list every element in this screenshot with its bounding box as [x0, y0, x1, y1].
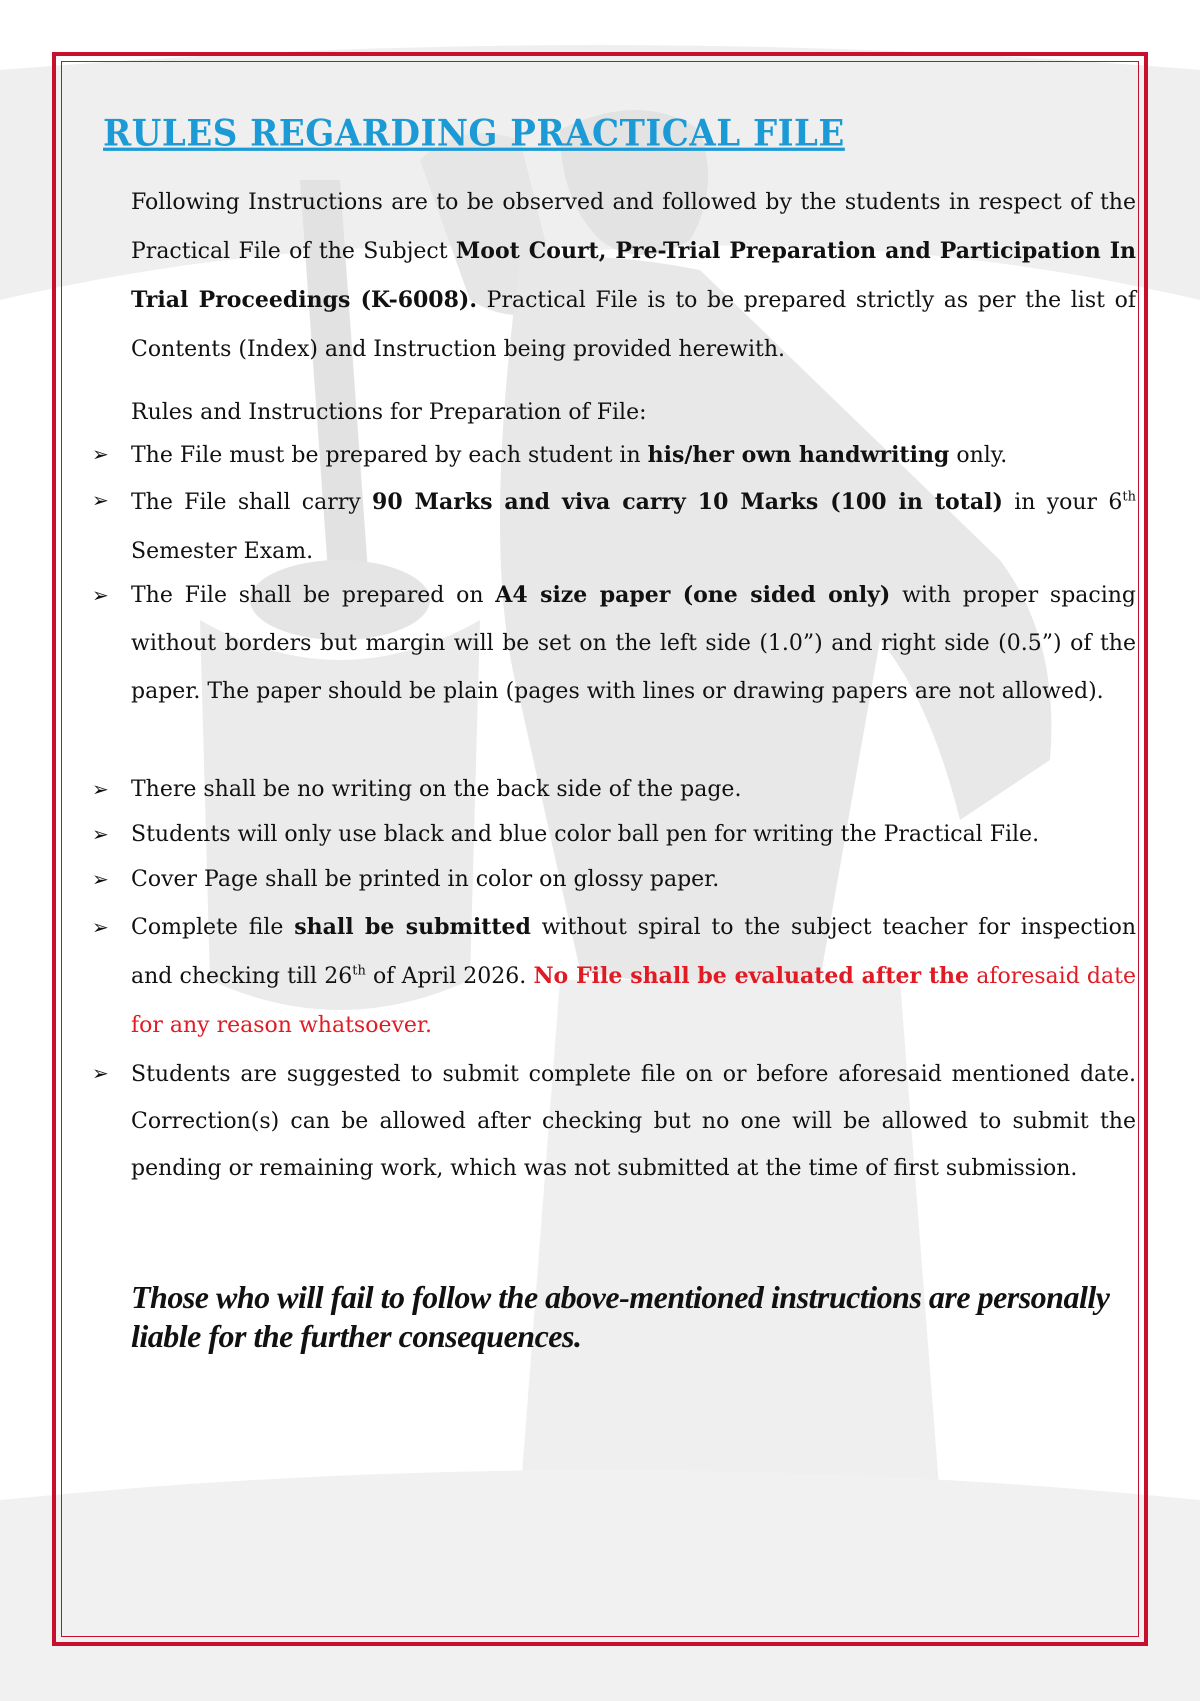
rules-heading: Rules and Instructions for Preparation of File: — [131, 400, 647, 425]
closing-warning: Those who will fail to follow the above-mentioned instructions are personally liable for the further consequences. — [131, 1279, 1110, 1354]
rule-item: ➢ The File shall carry 90 Marks and viva carry 10 Marks (100 in total) in your 6th Semester Exam. — [92, 488, 1136, 564]
rule-item: ➢ The File shall be prepared on A4 size paper (one sided only) with proper spacing without borders but margin will be set on the left side (1.0”) and right side (0.5”) of the paper. The paper should be plain (pages with lines or drawing papers are not allowed). — [92, 582, 1137, 704]
arrow-bullet-icon: ➢ — [92, 488, 109, 512]
arrow-bullet-icon: ➢ — [92, 777, 109, 801]
subject-name: Moot Court, Pre-Trial Preparation and Participation In Trial Proceedings (K-6008). — [131, 238, 1136, 313]
rule-item: ➢ Students will only use black and blue color ball pen for writing the Practical File. — [92, 822, 1040, 847]
intro-paragraph: Following Instructions are to be observed and followed by the students in respect of the Practical File of the Subject Moot Court, Pre-Trial Preparation and Participation In Trial Proceedings (K-6008). Practical File is to be prepared strictly as per the list of Contents (Index) and Instruction being provided herewith. — [131, 190, 1136, 362]
deadline-warning: No File shall be evaluated after the — [533, 963, 970, 989]
rule-item: ➢ Complete file shall be submitted without spiral to the subject teacher for inspection and checking till 26th of April 2026. No File shall be evaluated after the aforesaid date for any reason whatsoever. — [92, 914, 1137, 1038]
arrow-bullet-icon: ➢ — [92, 583, 109, 607]
rule-item: ➢ The File must be prepared by each student in his/her own handwriting only. — [92, 442, 1008, 468]
arrow-bullet-icon: ➢ — [92, 915, 109, 939]
rule-item: ➢ Students are suggested to submit complete file on or before aforesaid mentioned date. Correction(s) can be allowed after checking but no one will be allowed to submit the pending or remaining work, which was not submitted at the time of first submission. — [92, 1061, 1136, 1181]
page-title: RULES REGARDING PRACTICAL FILE — [103, 112, 845, 156]
arrow-bullet-icon: ➢ — [92, 822, 109, 846]
rule-item: ➢ There shall be no writing on the back side of the page. — [92, 777, 742, 802]
rule-item: ➢ Cover Page shall be printed in color on glossy paper. — [92, 867, 720, 892]
arrow-bullet-icon: ➢ — [92, 867, 109, 891]
arrow-bullet-icon: ➢ — [92, 442, 109, 466]
arrow-bullet-icon: ➢ — [92, 1061, 109, 1085]
